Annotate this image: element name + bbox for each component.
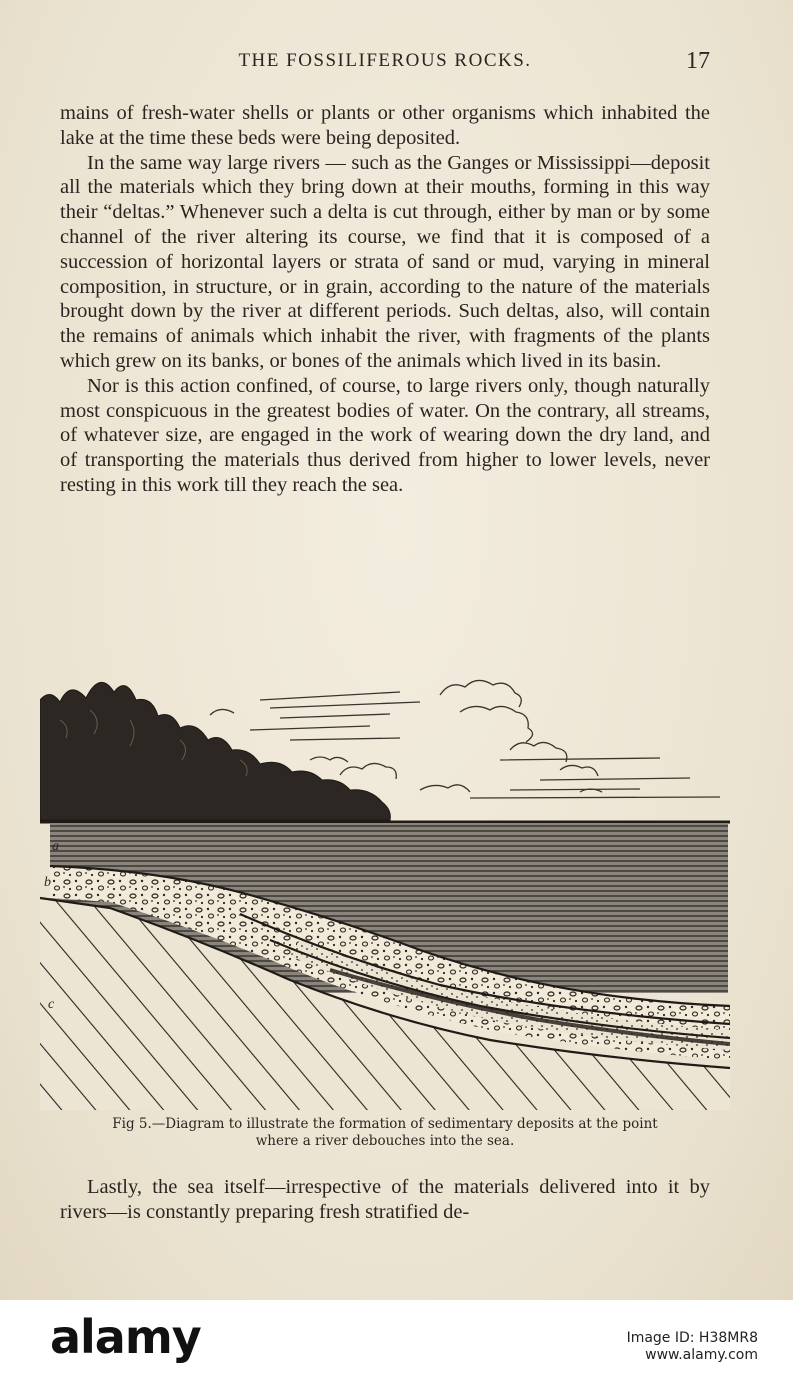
running-title: THE FOSSILIFEROUS ROCKS. xyxy=(238,50,532,71)
running-head xyxy=(60,50,710,80)
page-number: 17 xyxy=(686,48,710,74)
body-text-top xyxy=(60,101,710,498)
paragraph: Lastly, the sea itself—irrespective of the materials delivered into it by rivers—is constantly preparing fresh stratified de- xyxy=(60,1176,710,1223)
tree-line xyxy=(40,682,390,820)
caption-line: where a river debouches into the sea. xyxy=(255,1133,515,1149)
label-b: b xyxy=(44,875,51,890)
figure-delta-diagram xyxy=(40,640,730,1110)
label-c: c xyxy=(48,997,55,1012)
watermark-info xyxy=(568,1330,758,1364)
caption-line: Fig 5.—Diagram to illustrate the formation of sedimentary deposits at the point xyxy=(112,1116,658,1132)
paragraph: mains of fresh-water shells or plants or other organisms which inhabited the lake at the time these beds were being deposited. xyxy=(60,102,710,149)
figure-caption xyxy=(60,1116,710,1150)
body-text-bottom xyxy=(60,1175,710,1225)
site-url: www.alamy.com xyxy=(645,1347,758,1363)
paragraph: In the same way large rivers — such as the Ganges or Mississippi—deposit all the materials which they bring down at their mouths, forming in this way their “deltas.” Whenever such a delta is cut through, either by man or by some channel of the river altering its course, we find that it is composed of a succession of horizontal layers or strata of sand or mud, varying in mineral composition, in structure, or in grain, according to the nature of the materials brought down by the river at different periods. Such deltas, also, will contain the remains of animals which inhabit the river, with fragments of the plants which grew on its banks, or bones of the animals which lived in its basin. xyxy=(60,151,710,372)
image-id: Image ID: H38MR8 xyxy=(626,1330,758,1346)
watermark-logo: alamy xyxy=(50,1310,201,1364)
delta-illustration xyxy=(40,640,730,1110)
paragraph: Nor is this action confined, of course, to large rivers only, though naturally most conspicuous in the greatest bodies of water. On the contrary, all streams, of whatever size, are engaged in the work of wearing down the dry land, and of transporting the materials thus derived from higher to lower levels, never resting in this work till they reach the sea. xyxy=(60,374,710,496)
label-a: a xyxy=(52,839,59,854)
